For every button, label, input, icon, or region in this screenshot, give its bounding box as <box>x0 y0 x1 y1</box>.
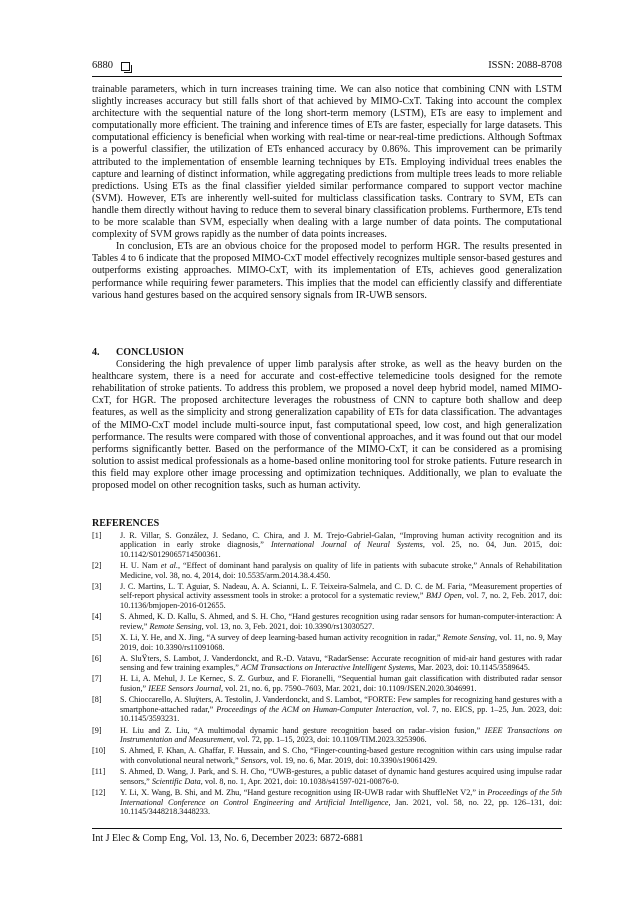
checkbox-square-icon <box>121 62 130 71</box>
reference-text: H. Liu and Z. Liu, “A multimodal dynamic hand gesture recognition based on radar–vision fusion,” <box>120 725 485 735</box>
reference-text: S. Ahmed, K. D. Kallu, S. Ahmed, and S. H. Cho, “Hand gestures recognition using radar sensors for human-computer-interaction: A review,” <box>120 612 562 631</box>
reference-number: [12] <box>92 787 106 797</box>
discussion-body <box>92 84 562 302</box>
issn-label: ISSN: 2088-8708 <box>488 60 562 71</box>
reference-item <box>92 746 562 765</box>
reference-venue: Proceedings of the ACM on Human-Computer Interaction <box>216 704 412 714</box>
reference-text: Y. Li, X. Wang, B. Shi, and M. Zhu, “Hand gesture recognition using IR-UWB radar with ShuffleNet V2,” in <box>120 787 488 797</box>
reference-number: [6] <box>92 653 102 663</box>
reference-item <box>92 633 562 652</box>
references-heading: REFERENCES <box>92 518 160 529</box>
reference-text: J. R. Villar, S. González, J. Sedano, C. Chira, and J. M. Trejo-Gabriel-Galan, “Improving human activity recognition and its application in early stroke diagnosis,” <box>120 530 562 550</box>
reference-venue: Sensors <box>240 756 267 765</box>
reference-details: , vol. 25, no. 04, Jun. 2015, doi: 10.1142/S0129065714500361. <box>120 540 562 559</box>
reference-number: [2] <box>92 560 102 570</box>
reference-venue: International Journal of Neural Systems <box>270 540 423 550</box>
reference-text: J. C. Martins, L. T. Aguiar, S. Nadeau, A. A. Scianni, L. F. Teixeira-Salmela, and C. D. C. de M. Faria, “Measurement properties of self-report physical activity assessment tools in stroke: a protocol for a systematic review,” <box>120 581 562 601</box>
reference-text: H. Li, A. Mehul, J. Le Kernec, S. Z. Gurbuz, and F. Fioranelli, “Sequential human gait classification with distributed radar sensor fusion,” <box>120 674 562 694</box>
conclusion-section <box>92 347 562 492</box>
reference-number: [4] <box>92 612 102 622</box>
reference-details: , Jan. 2021, vol. 58, no. 22, pp. 126–131, doi: 10.1145/3448218.3448233. <box>120 797 562 817</box>
reference-details: , vol. 7, no. 2, Feb. 2017, doi: 10.1136/bmjopen-2016-012655. <box>120 591 562 610</box>
reference-list <box>92 531 562 817</box>
reference-item <box>92 674 562 693</box>
reference-text: A. SluŸters, S. Lambot, J. Vanderdonckt, and R.-D. Vatavu, “RadarSense: Accurate recognition of mid-air hand gestures with radar sensing and few training examples,” <box>120 653 562 673</box>
reference-venue: Remote Sensing <box>149 621 202 631</box>
reference-item <box>92 767 562 786</box>
body-paragraph: In conclusion, ETs are an obvious choice for the proposed model to perform HGR. The results presented in Tables 4 to 6 indicate that the proposed MIMO-CxT model effectively recognizes multiple sensor-based gestures and outperforms existing approaches. MIMO-CxT, with its implementation of ETs, achieves good generalization performance while requiring fewer parameters. This implies that the model can efficiently classify and differentiate various hand gestures based on the acquired sensory signals from IR-UWB sensors. <box>92 241 562 301</box>
running-header <box>92 60 562 76</box>
reference-venue: Scientific Data <box>151 776 201 786</box>
reference-details: , “Effect of dominant hand paralysis on quality of life in patients with subacute stroke,” Annals of Rehabilitation Medicine, vol. 38, no. 4, 2014, doi: 10.5535/arm.2014.38.4.450. <box>120 560 562 580</box>
body-paragraph: trainable parameters, which in turn increases training time. We can also notice that combining CNN with LSTM slightly increases accuracy but still falls short of that achieved by MIMO-CxT. Taking into account the complex architecture with the sequential nature of the long short-term memory (LSTM), ETs are easy to implement and computationally more efficient. The training and inference times of ETs are faster, especially for large datasets. This computational efficiency is beneficial when working with real-time or near-real-time predictions. Although Softmax is a powerful classifier, the utilization of ETs enhanced accuracy by 0.86%. This improvement can be primarily attributed to the implementation of ensemble learning techniques by ETs. Employing individual trees enables the capture and learning of distinct information, while aggregating predictions from multiple trees leads to more reliable predictions. Using ETs as the final classifier yielded similar performance compared to support vector machine (SVM). However, ETs are inherently well-suited for multiclass classification tasks. Contrary to SVM, ETs can handle them directly without having to reduce them to several binary classification problems. Furthermore, ETs tend to be more scalable than SVM, especially when dealing with a large number of data points. The computational complexity of SVM grows rapidly as the number of data points increases. <box>92 84 562 241</box>
reference-number: [7] <box>92 674 102 684</box>
reference-venue: IEEE Transactions on Instrumentation and Measurement <box>120 725 562 745</box>
reference-item <box>92 561 562 580</box>
reference-item <box>92 531 562 560</box>
header-rule <box>92 76 562 77</box>
reference-venue: Proceedings of the 5th International Conference on Control Engineering and Artificial Intelligence <box>120 787 562 807</box>
reference-details: , vol. 13, no. 3, Feb. 2021, doi: 10.3390/rs13030527. <box>201 621 375 631</box>
reference-number: [9] <box>92 725 102 735</box>
reference-venue: IEEE Sensors Journal <box>148 684 221 694</box>
reference-venue: Remote Sensing <box>442 632 496 642</box>
reference-item <box>92 695 562 724</box>
reference-item <box>92 612 562 631</box>
section-heading <box>92 347 562 359</box>
section-number: 4. <box>92 347 100 358</box>
reference-number: [11] <box>92 767 106 777</box>
reference-item <box>92 654 562 673</box>
running-footer: Int J Elec & Comp Eng, Vol. 13, No. 6, December 2023: 6872-6881 <box>92 833 364 844</box>
reference-text: X. Li, Y. He, and X. Jing, “A survey of deep learning-based human activity recognition in radar,” <box>120 632 443 642</box>
reference-text: S. Ahmed, D. Wang, J. Park, and S. H. Cho, “UWB-gestures, a public dataset of dynamic hand gestures acquired using impulse radar sensors,” <box>120 767 562 786</box>
reference-venue: et al. <box>160 560 179 570</box>
reference-details: , vol. 8, no. 1, Apr. 2021, doi: 10.1038/s41597-021-00876-0. <box>200 776 399 786</box>
reference-number: [3] <box>92 581 102 591</box>
footer-rule <box>92 828 562 829</box>
conclusion-paragraph: Considering the high prevalence of upper limb paralysis after stroke, as well as the heavy burden on the healthcare system, there is a need for accurate and cost-effective telemedicine tools designed for the remote rehabilitation of stroke patients. To address this problem, we proposed a novel deep hybrid model, named MIMO-CxT, for HGR. The proposed architecture leverages the robustness of CNN to capture both shallow and deep features, as well as the simplicity and strong generalization capability of ETs for data classification. The advantages of the MIMO-CxT model include multi-source input, fast computational speed, low cost, and high generalization performance. The results were compared with those of conventional approaches, and it was found out that our model performs significantly better. Based on the performance of the MIMO-CxT, it can be considered as a promising solution to assist medical professionals as a home-based online monitoring tool for stroke patients. Future research in this field may explore other image processing and optimization techniques. Additionally, we plan to evaluate the proposed model on other recognition tasks, such as human activity. <box>92 359 562 492</box>
reference-details: , vol. 11, no. 9, May 2019, doi: 10.3390/rs11091068. <box>120 632 562 652</box>
references-section <box>92 519 562 818</box>
reference-venue: BMJ Open <box>425 591 462 601</box>
reference-details: , vol. 21, no. 6, pp. 7590–7603, Mar. 2021, doi: 10.1109/JSEN.2020.3046991. <box>220 684 477 694</box>
reference-details: , Mar. 2023, doi: 10.1145/3589645. <box>414 663 530 673</box>
reference-details: , vol. 72, pp. 1–15, 2023, doi: 10.1109/TIM.2023.3253906. <box>232 735 427 745</box>
reference-number: [5] <box>92 632 102 642</box>
reference-number: [8] <box>92 695 102 705</box>
reference-item <box>92 582 562 611</box>
reference-text: H. U. Nam <box>120 560 161 570</box>
reference-item <box>92 788 562 817</box>
reference-venue: ACM Transactions on Interactive Intelligent Systems <box>240 663 415 673</box>
reference-text: S. Chioccarello, A. Sluÿters, A. Testolin, J. Vanderdonckt, and S. Lambot, “FORTE: Few samples for recognizing hand gestures with a smartphone-attached radar,” <box>120 695 562 714</box>
reference-text: S. Ahmed, F. Khan, A. Ghaffar, F. Hussain, and S. Cho, “Finger-counting-based gesture recognition within cars using impulse radar with convolutional neural network,” <box>120 746 562 765</box>
reference-details: , vol. 7, no. EICS, pp. 1–25, Jun. 2023, doi: 10.1145/3593231. <box>120 704 563 724</box>
reference-number: [10] <box>92 746 106 756</box>
reference-details: , vol. 19, no. 6, Mar. 2019, doi: 10.3390/s19061429. <box>266 756 438 765</box>
section-title: CONCLUSION <box>116 347 184 358</box>
reference-item <box>92 726 562 745</box>
reference-number: [1] <box>92 530 102 540</box>
page-number: 6880 <box>92 60 113 71</box>
